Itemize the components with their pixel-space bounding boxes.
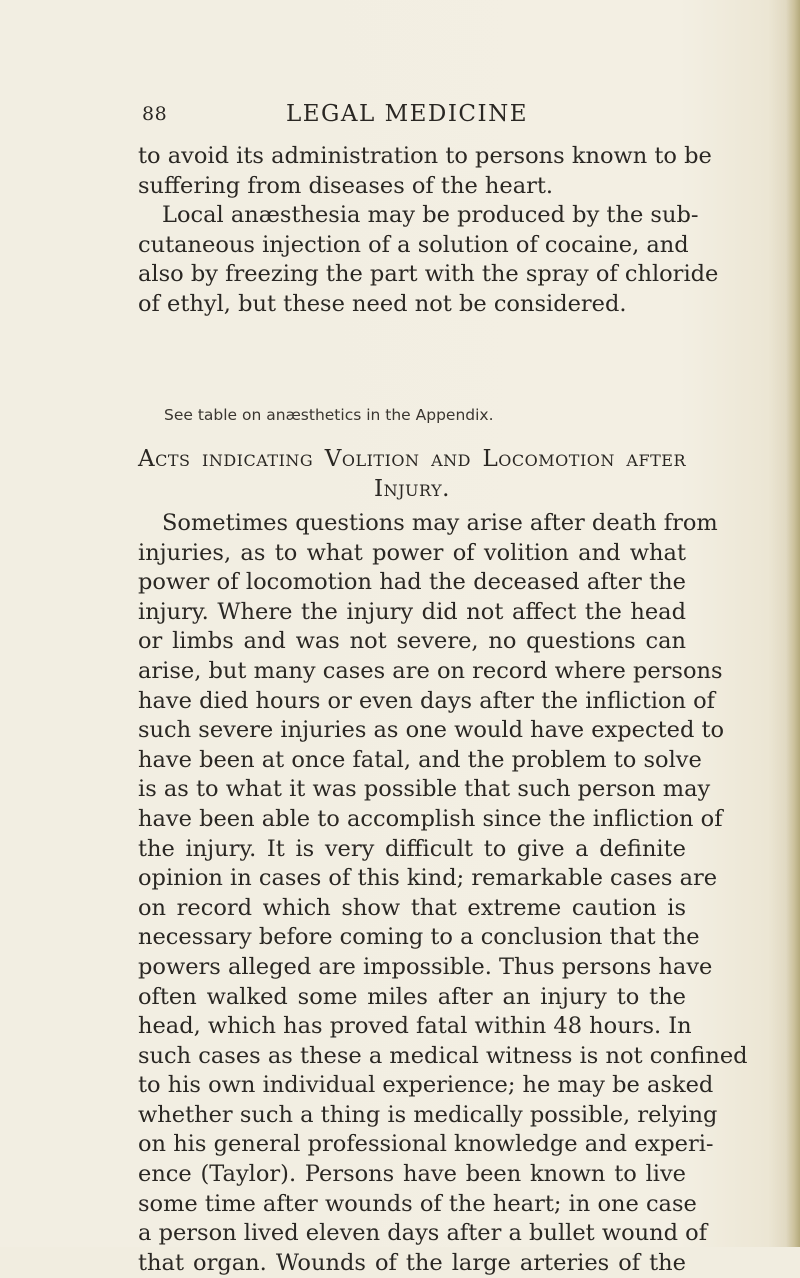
text-line: whether such a thing is medically possible, relying (138, 1101, 718, 1128)
text-line: have been at once fatal, and the problem to solve (138, 746, 702, 773)
text-line: have been able to accomplish since the infliction of (138, 805, 723, 832)
page-number: 88 (142, 103, 168, 125)
text-line: on record which show that extreme caution is (138, 894, 686, 921)
section-title-line-1: Acts indicating Volition and Locomotion after (138, 446, 686, 472)
text-line: arise, but many cases are on record where persons (138, 657, 723, 684)
text-line: powers alleged are impossible. Thus persons have (138, 953, 713, 980)
text-line: to avoid its administration to persons known to be (138, 143, 712, 169)
text-line: some time after wounds of the heart; in one case (138, 1190, 697, 1217)
text-line: Local anæsthesia may be produced by the sub- (162, 202, 699, 228)
text-line: have died hours or even days after the infliction of (138, 687, 716, 714)
text-line: is as to what it was possible that such person may (138, 776, 711, 803)
text-line: such cases as these a medical witness is not confined (138, 1042, 748, 1069)
running-head: LEGAL MEDICINE (285, 101, 529, 127)
text-line: often walked some miles after an injury to the (138, 983, 686, 1010)
text-line: to his own individual experience; he may be asked (138, 1072, 714, 1099)
section-title-line-2: Injury. (374, 476, 450, 502)
text-line: cutaneous injection of a solution of cocaine, and (138, 231, 689, 258)
text-line: also by freezing the part with the spray of chloride (138, 261, 719, 288)
text-line: such severe injuries as one would have expected to (138, 717, 725, 744)
paragraph-1 (138, 142, 712, 201)
text-line: or limbs and was not severe, no questions can (138, 628, 686, 655)
text-line: Sometimes questions may arise after death from (162, 510, 718, 536)
text-line: suffering from diseases of the heart. (138, 172, 554, 199)
appendix-note: See table on anæsthetics in the Appendix. (164, 406, 494, 424)
text-line: on his general professional knowledge and experi- (138, 1131, 714, 1158)
text-line: a person lived eleven days after a bullet wound of (138, 1220, 708, 1247)
text-line: opinion in cases of this kind; remarkable cases are (138, 865, 718, 892)
text-line: head, which has proved fatal within 48 hours. In (138, 1013, 692, 1040)
section-title (138, 446, 686, 506)
text-line: injuries, as to what power of volition and what (138, 539, 686, 566)
text-line: that organ. Wounds of the large arteries of the (138, 1249, 686, 1276)
text-line: ence (Taylor). Persons have been known to live (138, 1161, 686, 1188)
text-line: the injury. It is very difficult to give a definite (138, 835, 686, 862)
paragraph-3 (138, 509, 748, 1278)
text-line: power of locomotion had the deceased after the (138, 569, 686, 596)
page-edge-shadow (786, 0, 800, 1247)
page-header (142, 103, 672, 133)
text-line: of ethyl, but these need not be considered. (138, 290, 627, 317)
text-line: injury. Where the injury did not affect the head (138, 598, 686, 625)
text-line: necessary before coming to a conclusion that the (138, 924, 700, 951)
paragraph-2 (138, 201, 719, 319)
